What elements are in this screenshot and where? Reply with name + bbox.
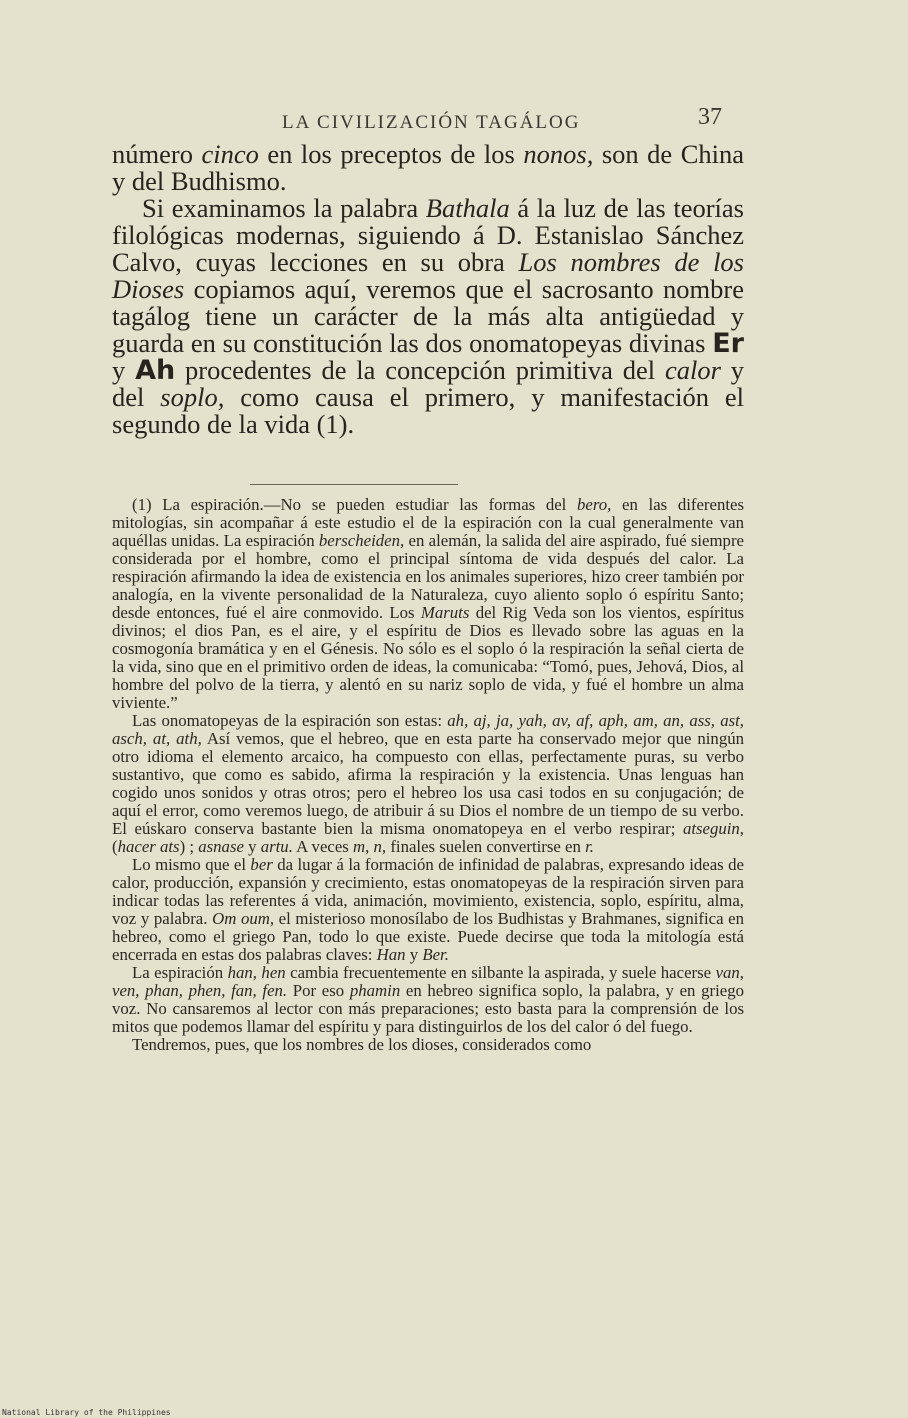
text-run: en alemán, la salida del aire aspirado, fué siempre considerada por el hombre, como el principal síntoma de vida después del calor. La respiración afirmando la idea de existencia en los animales superiores, hizo creer también por analogía, en la vivente personalidad de la Naturaleza, cuyo aliento soplo ó espíritu Santo; desde entonces, fué el aire conmovido. Los bbox=[112, 531, 744, 622]
paragraph bbox=[112, 141, 744, 195]
italic-run: nonos, bbox=[523, 139, 594, 169]
page-number: 37 bbox=[698, 104, 722, 130]
scan-credit: National Library of the Philippines bbox=[2, 1408, 171, 1417]
italic-run: phamin bbox=[349, 981, 401, 1000]
body-text bbox=[112, 141, 744, 438]
text-run: y bbox=[243, 837, 261, 856]
text-run: del Rig Veda son los vientos, espíritus divinos; el dios Pan, es el aire, y el espíritu de Dios es llevado sobre las aguas en la cosmogonía bramática y en el Génesis. No sólo es el soplo ó la respiración la señal cierta de la vida, sino que en el primitivo orden de ideas, la comunicaba: “Tomó, pues, Jehová, Dios, al hombre del polvo de la tierra, y alentó en su nariz soplo de vida, y fué el hombre un alma viviente.” bbox=[112, 603, 744, 712]
footnote-paragraph bbox=[112, 964, 744, 1036]
text-run: Por eso bbox=[287, 981, 350, 1000]
italic-run: ber bbox=[250, 855, 273, 874]
text-run: copiamos aquí, veremos que el sacrosanto nombre tagálog tiene un carácter de la más alta antigüedad y guarda en su constitución las dos onomatopeyas divinas bbox=[112, 274, 744, 358]
text-run: á la luz de las teorías filológicas modernas, siguiendo á D. Estanislao Sánchez Calvo, cuyas lecciones en su obra bbox=[112, 193, 744, 277]
text-run: La espiración bbox=[132, 963, 228, 982]
text-run: y del bbox=[112, 355, 745, 412]
text-run: en las diferentes mitologías, sin acompañar á este estudio el de la espiración con la cual generalmente van aquéllas unidas. La espiración bbox=[112, 495, 744, 550]
footnote-paragraph bbox=[112, 856, 744, 964]
running-title: LA CIVILIZACIÓN TAGÁLOG bbox=[282, 112, 581, 133]
italic-run: Om oum, bbox=[212, 909, 275, 928]
paragraph bbox=[112, 195, 744, 438]
bold-run: Ah bbox=[135, 355, 176, 386]
text-run: ( bbox=[112, 837, 118, 856]
italic-run: hacer ats bbox=[117, 837, 180, 856]
italic-run: Bathala bbox=[425, 193, 510, 223]
text-run: finales suelen convertirse en bbox=[386, 837, 586, 856]
text-run: (1) La espiración.—No se pueden estudiar las formas del bbox=[132, 495, 578, 514]
italic-run: atseguin, bbox=[682, 819, 744, 838]
text-run: son de China y del Budhismo. bbox=[112, 139, 744, 196]
italic-run: Han bbox=[376, 945, 406, 964]
bold-run: Er bbox=[712, 328, 744, 359]
italic-run: van, ven, phan, phen, fan, fen. bbox=[112, 963, 744, 1000]
footnote-paragraph bbox=[112, 712, 744, 856]
text-run: da lugar á la formación de infinidad de palabras, expresando ideas de calor, producción, expansión y crecimiento, estas onomatopeyas de la respiración sirven para indicar todas las referentes á vida, animación, movimiento, existencia, soplo, espíritu, alma, voz y palabra. bbox=[112, 855, 744, 928]
text-run: procedentes de la concepción primitiva del bbox=[175, 355, 665, 385]
italic-run: berscheiden, bbox=[318, 531, 405, 550]
text-run: ) ; bbox=[179, 837, 199, 856]
text-run: cambia frecuentemente en silbante la aspirada, y suele hacerse bbox=[285, 963, 716, 982]
text-run: Así vemos, que el hebreo, que en esta parte ha conservado mejor que ningún otro idioma el elemento arcaico, ha compuesto con ellas, perfectamente puras, su verbo sustantivo, que como es sabido, afirma la respiración y la existencia. Unas lenguas han cogido unos sonidos y otras otros; pero el hebreo los usa casi todos en su conjugación; de aquí el error, como veremos luego, de atribuir á su Dios el nombre de un tiempo de su verbo. El eúskaro conserva bastante bien la misma onomatopeya en el verbo respirar; bbox=[112, 729, 744, 838]
italic-run: calor bbox=[664, 355, 721, 385]
italic-run: artu. bbox=[260, 837, 293, 856]
footnote-divider bbox=[250, 484, 458, 485]
italic-run: han, hen bbox=[227, 963, 286, 982]
footnotes bbox=[112, 496, 744, 1054]
text-run: número bbox=[112, 139, 202, 169]
text-run: y bbox=[112, 355, 136, 385]
text-run: Tendremos, pues, que los nombres de los dioses, considerados como bbox=[132, 1035, 592, 1054]
text-run: Si examinamos la palabra bbox=[142, 193, 426, 223]
italic-run: ah, aj, ja, yah, av, af, aph, am, an, ass, ast, asch, at, ath, bbox=[112, 711, 744, 748]
footnote-paragraph bbox=[112, 1036, 744, 1054]
italic-run: soplo, bbox=[160, 382, 225, 412]
italic-run: r. bbox=[585, 837, 594, 856]
italic-run: Los nombres de los Dioses bbox=[112, 247, 744, 304]
text-run: como causa el primero, y manifestación el segundo de la vida (1). bbox=[112, 382, 745, 439]
text-run: y bbox=[405, 945, 423, 964]
italic-run: bero, bbox=[577, 495, 612, 514]
italic-run: asnase bbox=[198, 837, 244, 856]
italic-run: cinco bbox=[201, 139, 259, 169]
text-run: Las onomatopeyas de la espiración son estas: bbox=[132, 711, 448, 730]
text-run: en hebreo significa soplo, la palabra, y en griego voz. No cansaremos al lector con más preparaciones; esto basta para la comprensión de los mitos que podemos llamar del espíritu y para distinguirlos de los del calor ó del fuego. bbox=[112, 981, 744, 1036]
italic-run: m, n, bbox=[353, 837, 387, 856]
text-run: Lo mismo que el bbox=[132, 855, 251, 874]
text-run: en los preceptos de los bbox=[258, 139, 524, 169]
italic-run: Maruts bbox=[420, 603, 470, 622]
text-run: el misterioso monosílabo de los Budhistas y Brahmanes, significa en hebreo, como el griego Pan, todo lo que existe. Puede decirse que toda la mitología está encerrada en estas dos palabras claves: bbox=[112, 909, 744, 964]
italic-run: Ber. bbox=[422, 945, 449, 964]
text-run: A veces bbox=[292, 837, 354, 856]
footnote-paragraph bbox=[112, 496, 744, 712]
